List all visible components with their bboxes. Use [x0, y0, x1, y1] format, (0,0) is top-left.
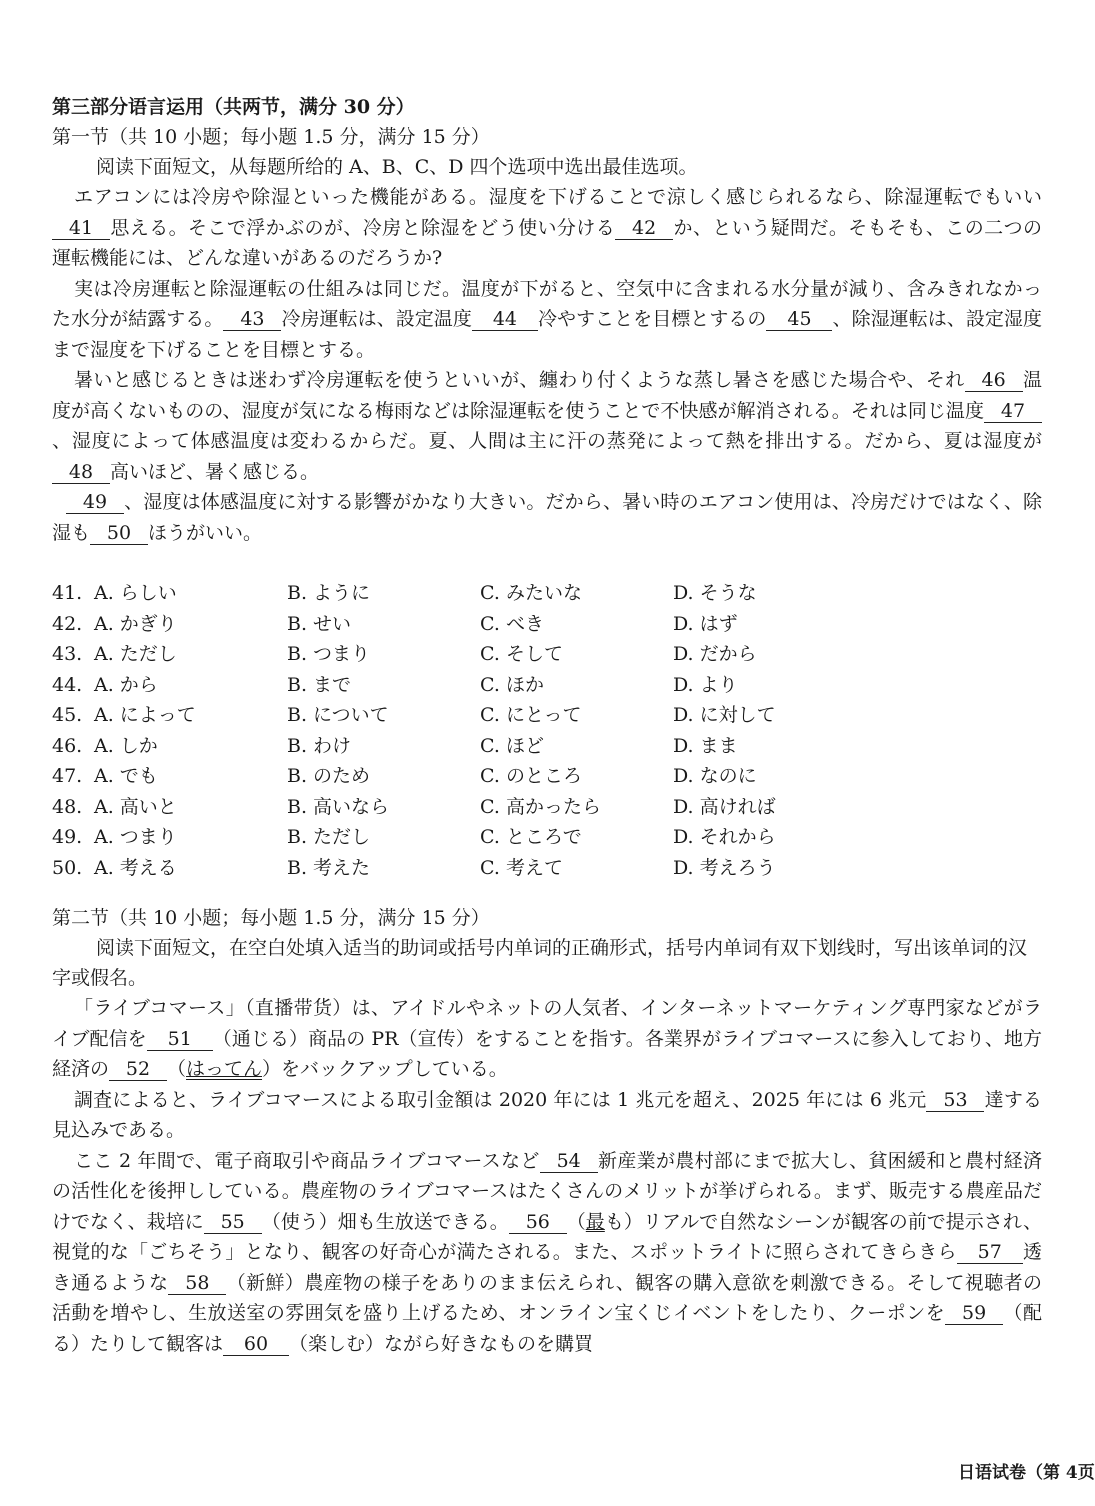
blank-52[interactable]: 52 — [109, 1058, 167, 1081]
option-c[interactable]: C. 高かったら — [480, 795, 601, 818]
option-c[interactable]: C. べき — [480, 612, 544, 635]
option-a[interactable]: A. によって — [94, 704, 196, 726]
passage1-paragraph-3: 暑いと感じるときは迷わず冷房運転を使うといいが、纏わり付くような蒸し暑さを感じた場合や、それ 46 温度が高くないものの、湿度が気になる梅雨などは除湿運転を使うことで不快感が解消される。それは同じ温度 47、湿度によって体感温度は変わるからだ。夏、人間は主に汗の蒸発によって熱を排出する。だから、夏は湿度が48 高いほど、暑く感じる。 — [52, 369, 1042, 483]
option-b[interactable]: B. つまり — [287, 643, 371, 665]
passage2-paragraph-1: 「ライブコマース」（直播带货）は、アイドルやネットの人気者、インターネットマーケティング専門家などがライブ配信を 51 （通じる）商品の PR（宣传）をすることを指す。各業界がライブコマースに参入しており、地方経済の 52 （はってん）をバックアップしている。 — [52, 997, 1043, 1080]
option-b[interactable]: B. のため — [287, 765, 371, 787]
blank-53[interactable]: 53 — [926, 1089, 984, 1112]
option-row: 42. A. かぎり B. せい C. べき D. はず — [52, 609, 1042, 640]
option-a[interactable]: A. かぎり — [94, 612, 177, 635]
option-a[interactable]: A. つまり — [94, 826, 177, 848]
blank-50[interactable]: 50 — [90, 522, 148, 545]
passage1-paragraph-4: 49 、湿度は体感温度に対する影響がかなり大きい。だから、暑い時のエアコン使用は、冷房だけではなく、除湿も 50 ほうがいい。 — [52, 491, 1042, 544]
blank-55[interactable]: 55 — [204, 1211, 262, 1234]
option-a[interactable]: A. から — [94, 673, 158, 696]
blank-59[interactable]: 59 — [945, 1302, 1003, 1325]
option-a[interactable]: A. でも — [94, 765, 158, 787]
blank-43[interactable]: 43 — [223, 308, 281, 331]
option-b[interactable]: B. せい — [287, 612, 352, 635]
option-d[interactable]: D. なのに — [673, 765, 757, 787]
blank-57[interactable]: 57 — [957, 1241, 1023, 1264]
option-row: 44. A. から B. まで C. ほか D. より — [52, 670, 1042, 701]
blank-46[interactable]: 46 — [965, 369, 1023, 392]
option-b[interactable]: B. 高いなら — [287, 795, 390, 818]
option-c[interactable]: C. 考えて — [480, 856, 563, 879]
option-row: 45. A. によって B. について C. にとって D. に対して — [52, 700, 1042, 731]
option-d[interactable]: D. より — [673, 673, 738, 696]
blank-44[interactable]: 44 — [472, 308, 538, 331]
option-row: 47. A. でも B. のため C. のところ D. なのに — [52, 761, 1042, 792]
option-b[interactable]: B. ただし — [287, 826, 371, 848]
passage1-paragraph-2: 実は冷房運転と除湿運転の仕組みは同じだ。温度が下がると、空気中に含まれる水分量が減り、含みきれなかった水分が結露する。 43 冷房運転は、設定温度 44 冷やすことを目標とするの 45 、除湿運転は、設定湿度まで湿度を下げることを目標とする。 — [52, 277, 1042, 361]
option-row: 41. A. らしい B. ように C. みたいな D. そうな — [52, 578, 1042, 609]
option-a[interactable]: A. らしい — [94, 582, 177, 604]
blank-56[interactable]: 56 — [509, 1211, 567, 1234]
option-d[interactable]: D. 考えろう — [673, 856, 776, 879]
option-d[interactable]: D. だから — [673, 643, 757, 665]
option-row: 43. A. ただし B. つまり C. そして D. だから — [52, 639, 1042, 670]
option-c[interactable]: C. ほど — [480, 734, 544, 757]
passage2-paragraph-2: 調査によると、ライブコマースによる取引金額は 2020 年には 1 兆元を超え、2025 年には 6 兆元 53 達する見込みである。 — [52, 1088, 1042, 1141]
option-c[interactable]: C. そして — [480, 643, 563, 665]
blank-41[interactable]: 41 — [52, 217, 110, 240]
option-b[interactable]: B. 考えた — [287, 856, 371, 879]
option-c[interactable]: C. ところで — [480, 826, 582, 848]
option-d[interactable]: D. それから — [673, 826, 776, 848]
blank-60[interactable]: 60 — [223, 1333, 289, 1356]
option-row: 46. A. しか B. わけ C. ほど D. まま — [52, 731, 1042, 762]
option-a[interactable]: A. 考える — [94, 856, 177, 879]
option-d[interactable]: D. はず — [673, 612, 738, 635]
blank-47[interactable]: 47 — [984, 400, 1042, 423]
exam-page — [52, 92, 1042, 1359]
page-footer: 日语试卷（第 4页 — [958, 1463, 1095, 1483]
option-d[interactable]: D. そうな — [673, 582, 757, 604]
double-underlined-word: 最 — [585, 1210, 605, 1233]
blank-42[interactable]: 42 — [615, 217, 673, 240]
option-a[interactable]: A. ただし — [94, 643, 177, 665]
section2-title: 第二节（共 10 小题；每小题 1.5 分，满分 15 分） — [52, 907, 490, 929]
section2-instruction: 阅读下面短文，在空白处填入适当的助词或括号内单词的正确形式，括号内单词有双下划线时，写出该单词的汉字或假名。 — [52, 937, 1028, 989]
option-c[interactable]: C. ほか — [480, 673, 544, 696]
option-d[interactable]: D. まま — [673, 734, 738, 757]
options-table — [52, 578, 1042, 883]
option-c[interactable]: C. にとって — [480, 704, 582, 726]
option-b[interactable]: B. わけ — [287, 734, 352, 757]
double-underlined-word: はってん — [186, 1058, 263, 1080]
option-c[interactable]: C. みたいな — [480, 582, 582, 604]
blank-58[interactable]: 58 — [168, 1272, 226, 1295]
option-b[interactable]: B. について — [287, 704, 389, 726]
part3-title: 第三部分语言运用（共两节，满分 30 分） — [52, 96, 415, 118]
option-c[interactable]: C. のところ — [480, 765, 582, 787]
blank-51[interactable]: 51 — [147, 1028, 213, 1051]
option-b[interactable]: B. まで — [287, 673, 352, 696]
blank-45[interactable]: 45 — [766, 308, 832, 331]
blank-49[interactable]: 49 — [66, 491, 124, 514]
option-d[interactable]: D. に対して — [673, 704, 776, 726]
passage2-paragraph-3: ここ 2 年間で、電子商取引や商品ライブコマースなど 54 新産業が農村部にまで拡大し、貧困緩和と農村経済の活性化を後押ししている。農産物のライブコマースはたくさんのメリットが挙げられる。まず、販売する農産品だけでなく、栽培に 55 （使う）畑も生放送できる。 56 （最も）リアルで自然なシーンが観客の前で提示され、視覚的な「ごちそう」となり、観客の好奇心が満たされる。また、スポットライトに照らされてきらきら 57 透き通るような 58 （新鮮）農産物の様子をありのまま伝えられ、観客の購入意欲を刺激できる。そして視聴者の活動を増やし、生放送室の雰囲気を盛り上げるため、オンライン宝くじイベントをしたり、クーポンを 59 （配る）たりして観客は 60 （楽しむ）ながら好きなものを購買 — [52, 1149, 1042, 1355]
option-b[interactable]: B. ように — [287, 582, 371, 604]
option-a[interactable]: A. 高いと — [94, 795, 177, 818]
option-row: 48. A. 高いと B. 高いなら C. 高かったら D. 高ければ — [52, 792, 1042, 823]
option-row: 50. A. 考える B. 考えた C. 考えて D. 考えろう — [52, 853, 1042, 884]
blank-48[interactable]: 48 — [52, 461, 110, 484]
blank-54[interactable]: 54 — [540, 1150, 598, 1173]
passage1-paragraph-1: エアコンには冷房や除湿といった機能がある。湿度を下げることで涼しく感じられるなら、除湿運転でもいい41 思える。そこで浮かぶのが、冷房と除湿をどう使い分ける 42 か、という疑問だ。そもそも、この二つの運転機能には、どんな違いがあるのだろうか? — [52, 186, 1042, 269]
section1-instruction: 阅读下面短文，从每题所给的 A、B、C、D 四个选项中选出最佳选项。 — [96, 156, 698, 178]
option-d[interactable]: D. 高ければ — [673, 795, 776, 818]
section1-title: 第一节（共 10 小题；每小题 1.5 分，满分 15 分） — [52, 126, 490, 148]
option-a[interactable]: A. しか — [94, 734, 158, 757]
option-row: 49. A. つまり B. ただし C. ところで D. それから — [52, 822, 1042, 853]
